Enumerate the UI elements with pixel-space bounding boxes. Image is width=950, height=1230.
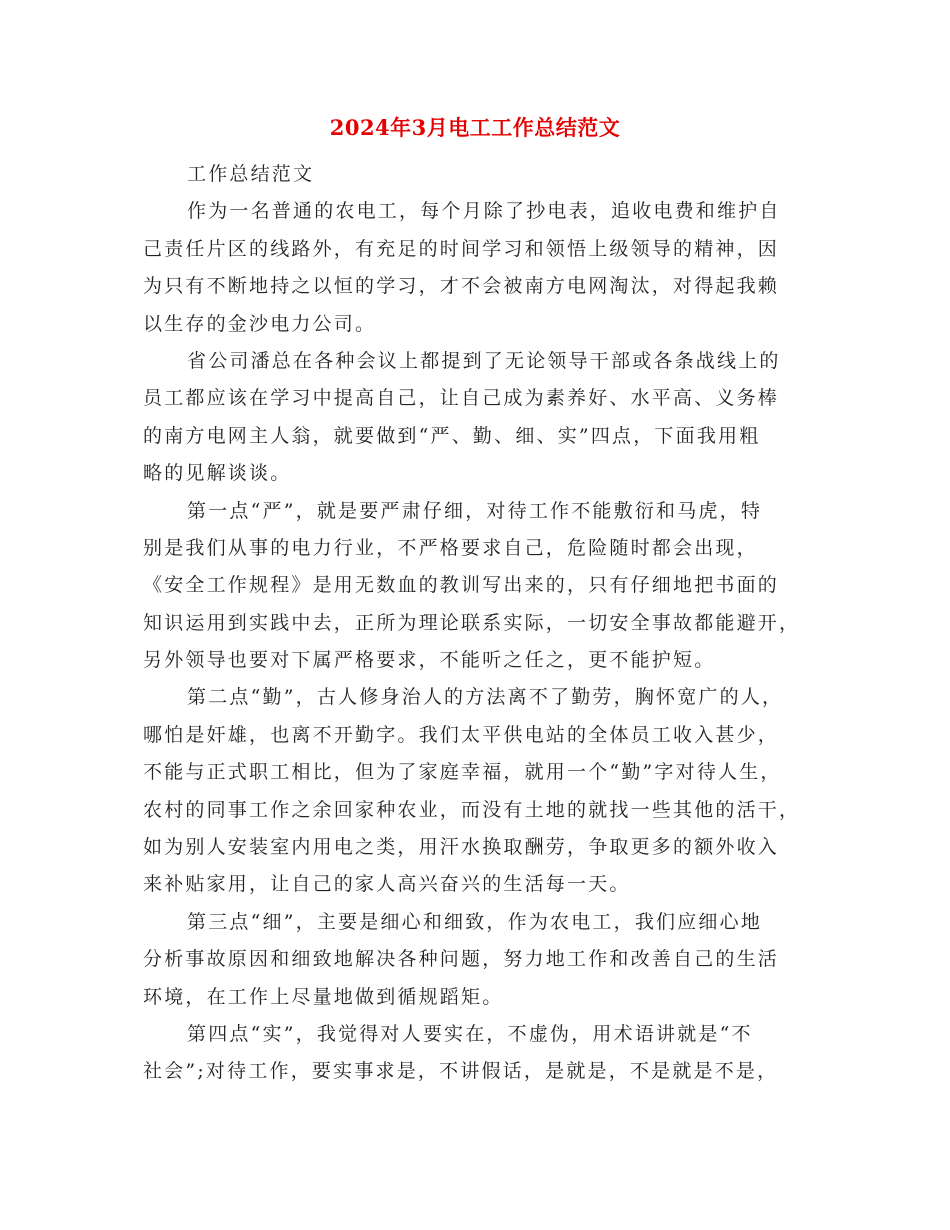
paragraph-line: 第二点“勤”，古人修身治人的方法离不了勤劳，胸怀宽广的人， (187, 686, 784, 709)
paragraph-line: 第一点“严”，就是要严肃仔细，对待工作不能敷衍和马虎，特 (187, 499, 763, 522)
document-body (143, 156, 805, 1091)
paragraph-line: 以生存的金沙电力公司。 (143, 312, 377, 335)
paragraph-line: 第三点“细”，主要是细心和细致，作为农电工，我们应细心地 (187, 910, 763, 933)
section-heading: 工作总结范文 (187, 163, 315, 185)
paragraph-line: 的南方电网主人翁，就要做到“严、勤、细、实”四点，下面我用粗 (143, 424, 761, 447)
paragraph-line: 省公司潘总在各种会议上都提到了无论领导干部或各条战线上的 (187, 349, 781, 372)
paragraph-line: 第四点“实”，我觉得对人要实在，不虚伪，用术语讲就是“不 (187, 1022, 753, 1045)
paragraph-line: 农村的同事工作之余回家种农业，而没有土地的就找一些其他的活干， (143, 798, 801, 821)
paragraph-line: 为只有不断地持之以恒的学习，才不会被南方电网淘汰，对得起我赖 (143, 275, 780, 298)
paragraph-line: 来补贴家用，让自己的家人高兴奋兴的生活每一天。 (143, 873, 631, 896)
paragraph-line: 别是我们从事的电力行业，不严格要求自己，危险随时都会出现， (143, 536, 758, 559)
paragraph-line: 己责任片区的线路外，有充足的时间学习和领悟上级领导的精神，因 (143, 237, 780, 260)
paragraph-line: 如为别人安装室内用电之类，用汗水换取酬劳，争取更多的额外收入 (143, 836, 780, 859)
paragraph-line: 略的见解谈谈。 (143, 462, 292, 485)
paragraph-line: 作为一名普通的农电工，每个月除了抄电表，追收电费和维护自 (187, 200, 781, 223)
paragraph-line: 分析事故原因和细致地解决各种问题，努力地工作和改善自己的生活 (143, 948, 780, 971)
document-title: 2024年3月电工工作总结范文 (329, 115, 621, 140)
paragraph-line: 社会”;对待工作，要实事求是，不讲假话，是就是，不是就是不是， (143, 1060, 779, 1083)
paragraph-line: 员工都应该在学习中提高自己，让自己成为素养好、水平高、义务棒 (143, 387, 780, 410)
paragraph-line: 《安全工作规程》是用无数血的教训写出来的，只有仔细地把书面的 (143, 574, 780, 597)
paragraph-line: 另外领导也要对下属严格要求，不能听之任之，更不能护短。 (143, 649, 716, 672)
paragraph-line: 知识运用到实践中去，正所为理论联系实际，一切安全事故都能避开， (143, 611, 801, 634)
paragraph-line: 不能与正式职工相比，但为了家庭幸福，就用一个“勤”字对待人生， (143, 761, 782, 784)
paragraph-line: 哪怕是奸雄，也离不开勤字。我们太平供电站的全体员工收入甚少， (143, 723, 780, 746)
paragraph-line: 环境，在工作上尽量地做到循规蹈矩。 (143, 985, 504, 1008)
